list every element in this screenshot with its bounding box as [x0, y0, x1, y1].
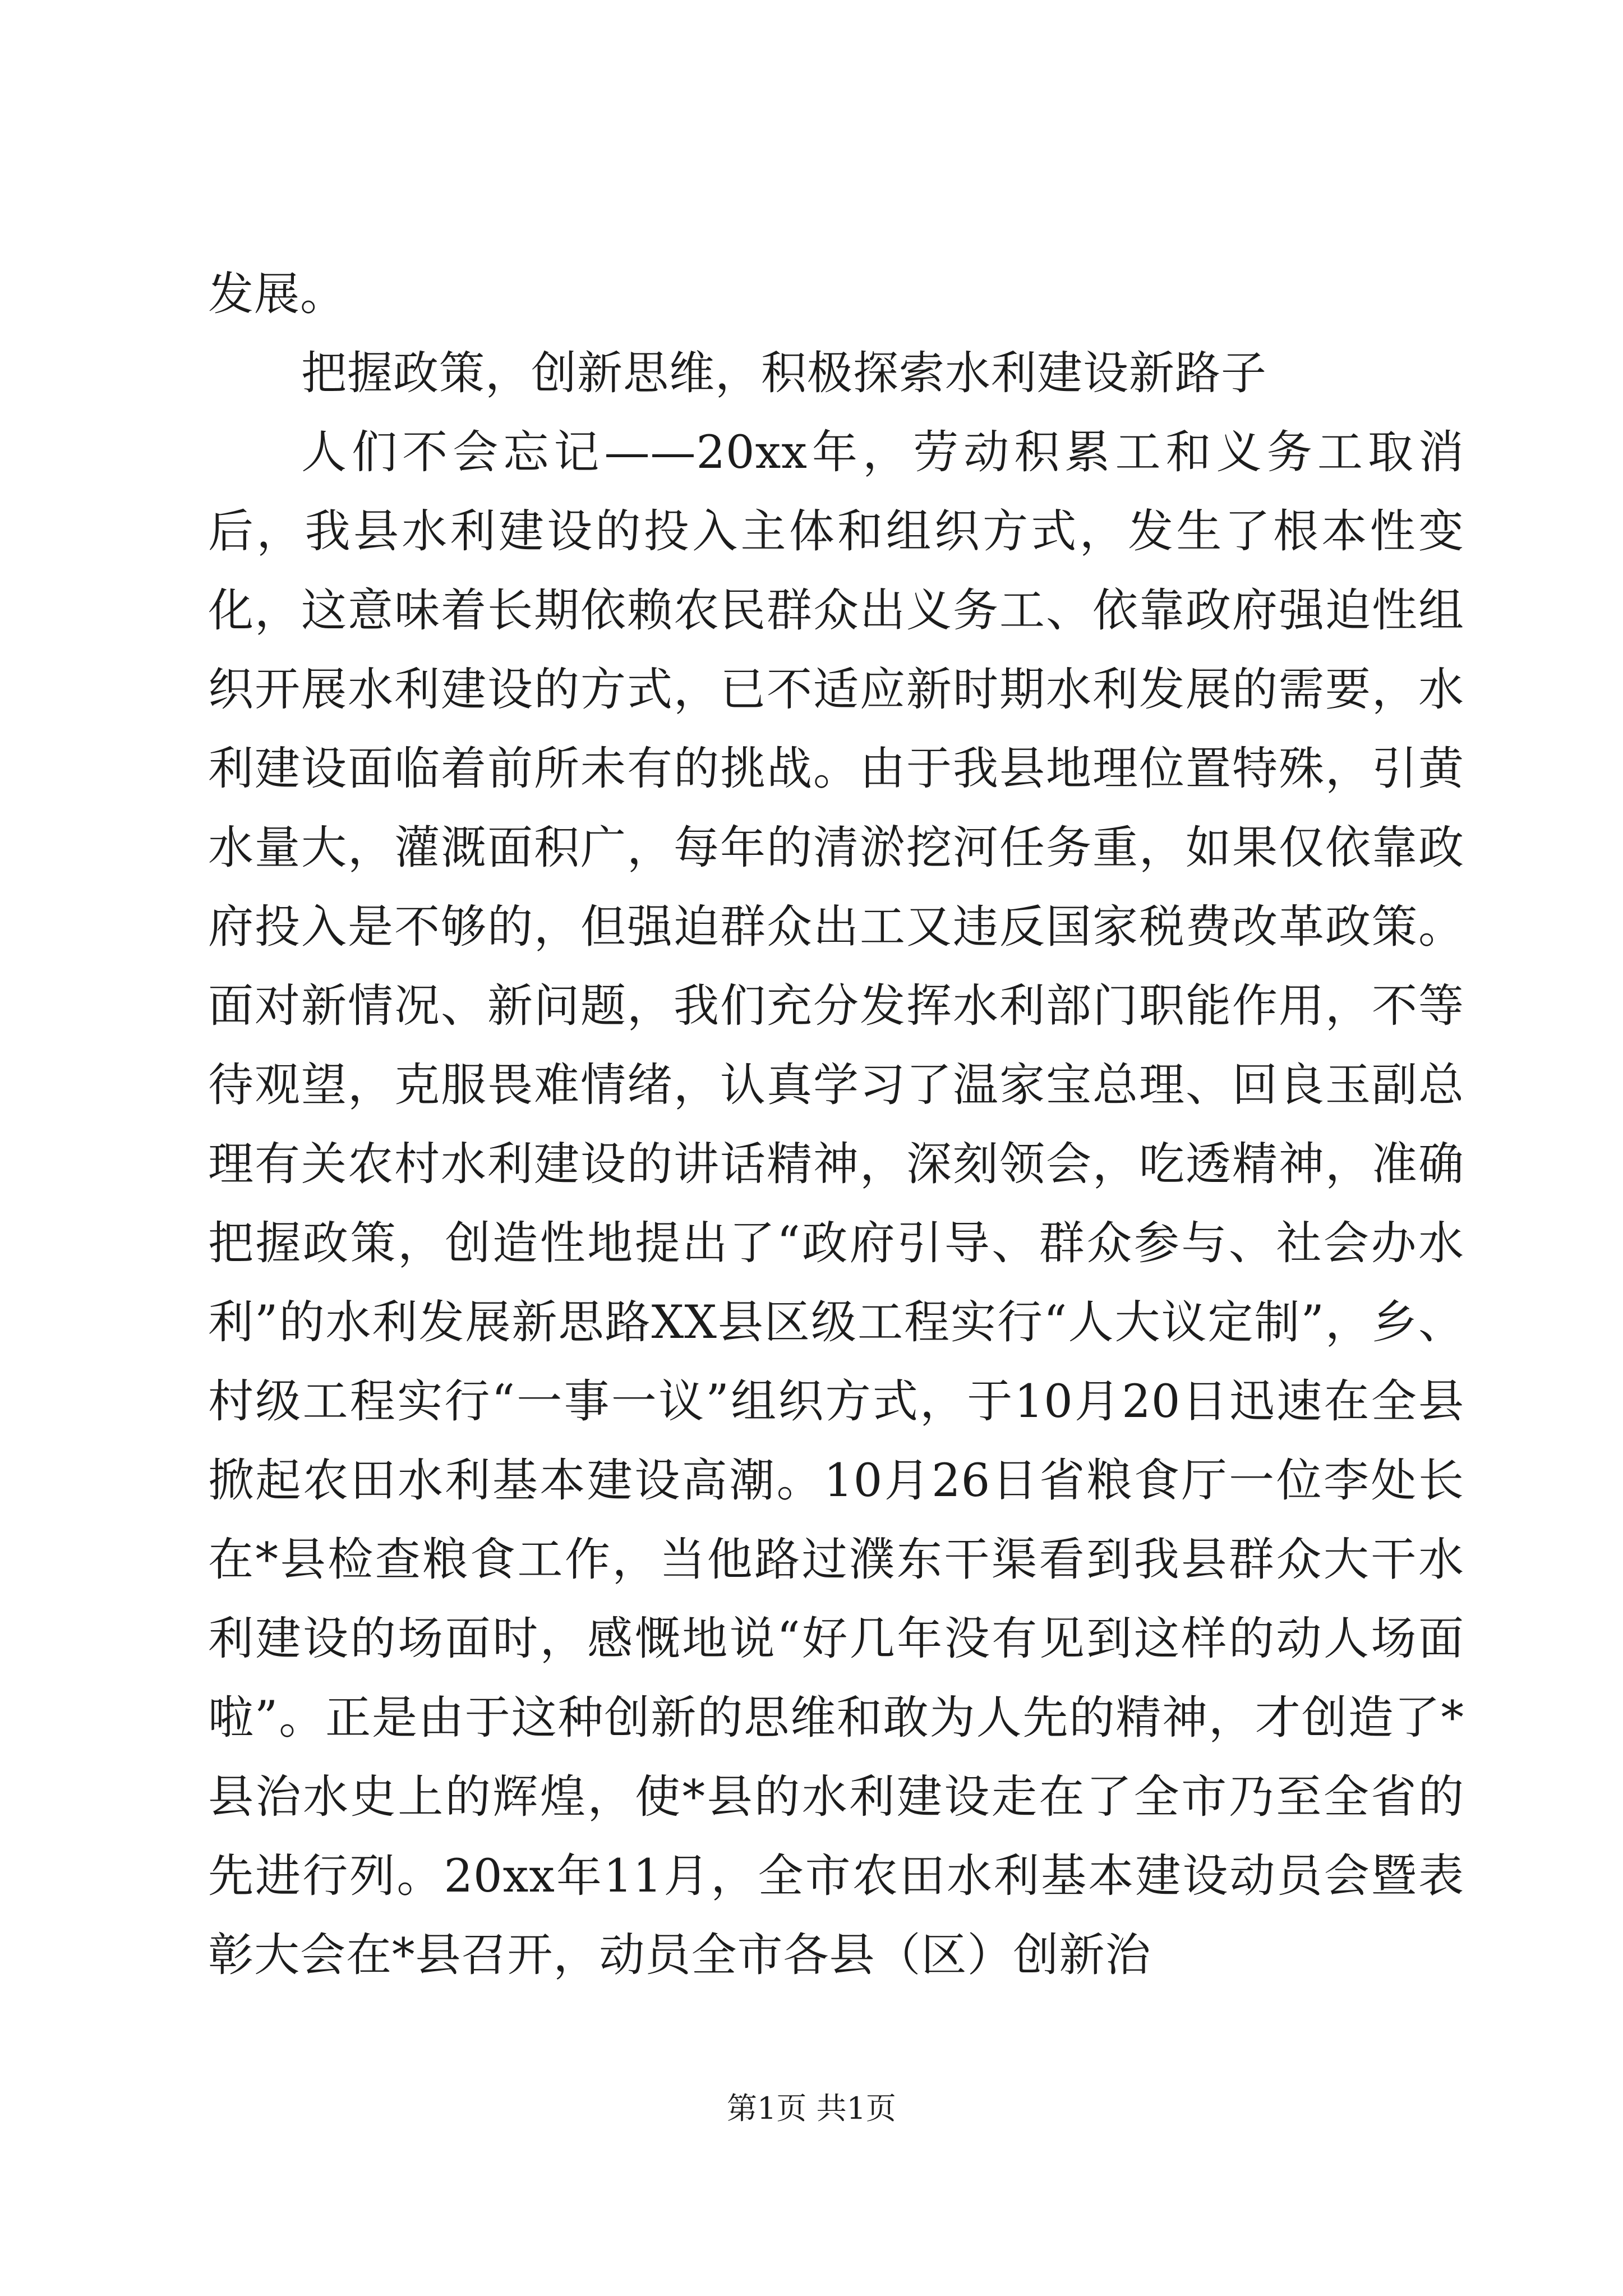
- paragraph-3: 人们不会忘记——20xx年，劳动积累工和义务工取消后，我县水利建设的投入主体和组织方式，发生了根本性变化，这意味着长期依赖农民群众出义务工、依靠政府强迫性组织开展水利建设的方式，已不适应新时期水利发展的需要，水利建设面临着前所未有的挑战。由于我县地理位置特殊，引黄水量大，灌溉面积广，每年的清淤挖河任务重，如果仅依靠政府投入是不够的，但强迫群众出工又违反国家税费改革政策。面对新情况、新问题，我们充分发挥水利部门职能作用，不等待观望，克服畏难情绪，认真学习了温家宝总理、回良玉副总理有关农村水利建设的讲话精神，深刻领会，吃透精神，准确把握政策，创造性地提出了“政府引导、群众参与、社会办水利”的水利发展新思路XX县区级工程实行“人大议定制”，乡、村级工程实行“一事一议”组织方式，于10月20日迅速在全县掀起农田水利基本建设高潮。10月26日省粮食厅一位李处长在*县检查粮食工作，当他路过濮东干渠看到我县群众大干水利建设的场面时，感慨地说“好几年没有见到这样的动人场面啦”。正是由于这种创新的思维和敢为人先的精神，才创造了*县治水史上的辉煌，使*县的水利建设走在了全市乃至全省的先进行列。20xx年11月，全市农田水利基本建设动员会暨表彰大会在*县召开，动员全市各县（区）创新治: [208, 426, 1464, 1982]
- page-footer: 第1页 共1页: [727, 2091, 896, 2126]
- paragraph-1: 发展。: [208, 268, 347, 321]
- document-body: [208, 255, 1464, 1995]
- section-heading: 把握政策，创新思维，积极探索水利建设新路子: [301, 347, 1267, 400]
